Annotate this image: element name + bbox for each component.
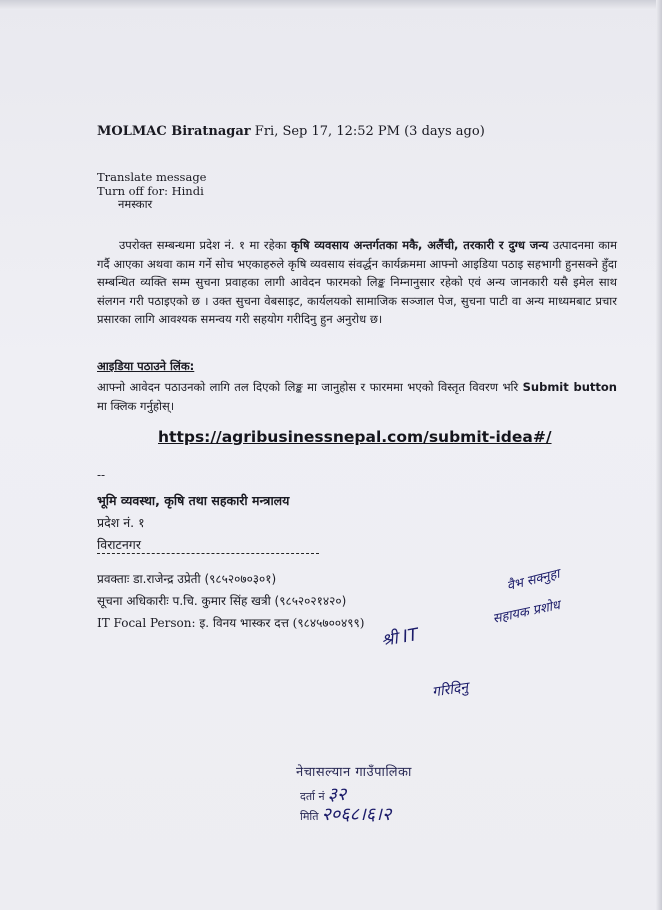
email-body-paragraph bbox=[97, 236, 617, 329]
information-officer: सूचना अधिकारीः प.चि. कुमार सिंह खत्री (९८५२०२१४२०) bbox=[97, 594, 347, 608]
link-heading: आइडिया पठाउने लिंक: bbox=[97, 359, 195, 373]
email-date: Fri, Sep 17, 12:52 PM (3 days ago) bbox=[254, 124, 485, 139]
ministry-name: भूमि व्यवस्था, कृषि तथा सहकारी मन्त्रालय bbox=[97, 493, 290, 508]
turn-off-translation: Turn off for: Hindi bbox=[97, 184, 204, 198]
submit-idea-url: https://agribusinessnepal.com/submit-idea#/ bbox=[158, 428, 552, 446]
it-focal-person: IT Focal Person: इ. विनय भास्कर दत्त (९८४५७००४९९) bbox=[97, 616, 365, 630]
handwritten-note-1: वैभ सक्नुहा bbox=[505, 566, 562, 595]
stamp-office-name: नेचासल्यान गाउँपालिका bbox=[296, 765, 412, 780]
stamp-date-row bbox=[300, 802, 391, 826]
translate-message-link: Translate message bbox=[97, 170, 207, 184]
stamp-reg-label: दर्ता नं bbox=[300, 790, 325, 803]
stamp-date-label: मिति bbox=[300, 810, 319, 823]
email-header bbox=[97, 124, 485, 139]
signature-divider bbox=[97, 553, 319, 554]
registration-stamp bbox=[296, 762, 412, 825]
body-intro: उपरोक्त सम्बन्धमा प्रदेश नं. १ मा रहेका bbox=[119, 238, 287, 252]
spokesperson: प्रवक्ताः डा.राजेन्द्र उप्रेती (९८५२०७०३०१) bbox=[97, 572, 277, 586]
stamp-reg-number: ३२ bbox=[327, 784, 347, 805]
body-rest: उत्पादनमा काम गर्दै आएका अथवा काम गर्ने सोच भएकाहरुले कृषि व्यवसाय संवर्द्धन कार्यक्रममा आफ्नो आइडिया पठाइ सहभागी हुनसक्ने हुँदा सम्बन्धित व्यक्ति सम्म सुचना प्रवाहका लागी आवेदन फारमको लिङ्क निम्नानुसार रहेको एवं अन्य जानकारी यसै इमेल साथ संलगन गरी पठाइएको छ । उक्त सुचना वेबसाइट, कार्यलयको सामाजिक सञ्जाल पेज, सुचना पाटी वा अन्य माध्यमबाट प्रचार प्रसारका लागि आवश्यक समन्वय गरी सहयोग गरीदिनु हुन अनुरोध छ। bbox=[97, 238, 618, 326]
sender-name: MOLMAC Biratnagar bbox=[97, 124, 251, 139]
paper-right-shadow bbox=[656, 0, 662, 910]
province-name: प्रदेश नं. १ bbox=[97, 515, 145, 530]
handwritten-note-2: श्री IT bbox=[379, 624, 420, 652]
link-instruction bbox=[97, 378, 617, 415]
link-instruction-end: मा क्लिक गर्नुहोस्। bbox=[97, 398, 175, 413]
body-bold-crops: कृषि व्यवसाय अन्तर्गतका मकै, अलैंची, तरकारी र दुग्ध जन्य bbox=[291, 238, 549, 252]
greeting: नमस्कार bbox=[118, 197, 153, 211]
paper-top-shadow bbox=[0, 0, 662, 10]
city-name: विराटनगर bbox=[97, 537, 141, 552]
signature-dashes: -- bbox=[97, 468, 106, 482]
submit-button-text: Submit button bbox=[522, 380, 617, 394]
signature-block bbox=[97, 490, 289, 556]
stamp-date-value: २०६८।६।२ bbox=[321, 804, 392, 825]
link-instruction-text: आफ्नो आवेदन पठाउनको लागि तल दिएको लिङ्क मा जानुहोस र फारममा भएको विस्तृत विवरण भरि bbox=[97, 380, 519, 394]
contact-list bbox=[97, 568, 364, 634]
handwritten-note-4: गरिदिनु bbox=[431, 679, 470, 701]
translate-meta bbox=[97, 170, 207, 198]
handwritten-note-3: सहायक प्रशोध bbox=[491, 598, 562, 627]
